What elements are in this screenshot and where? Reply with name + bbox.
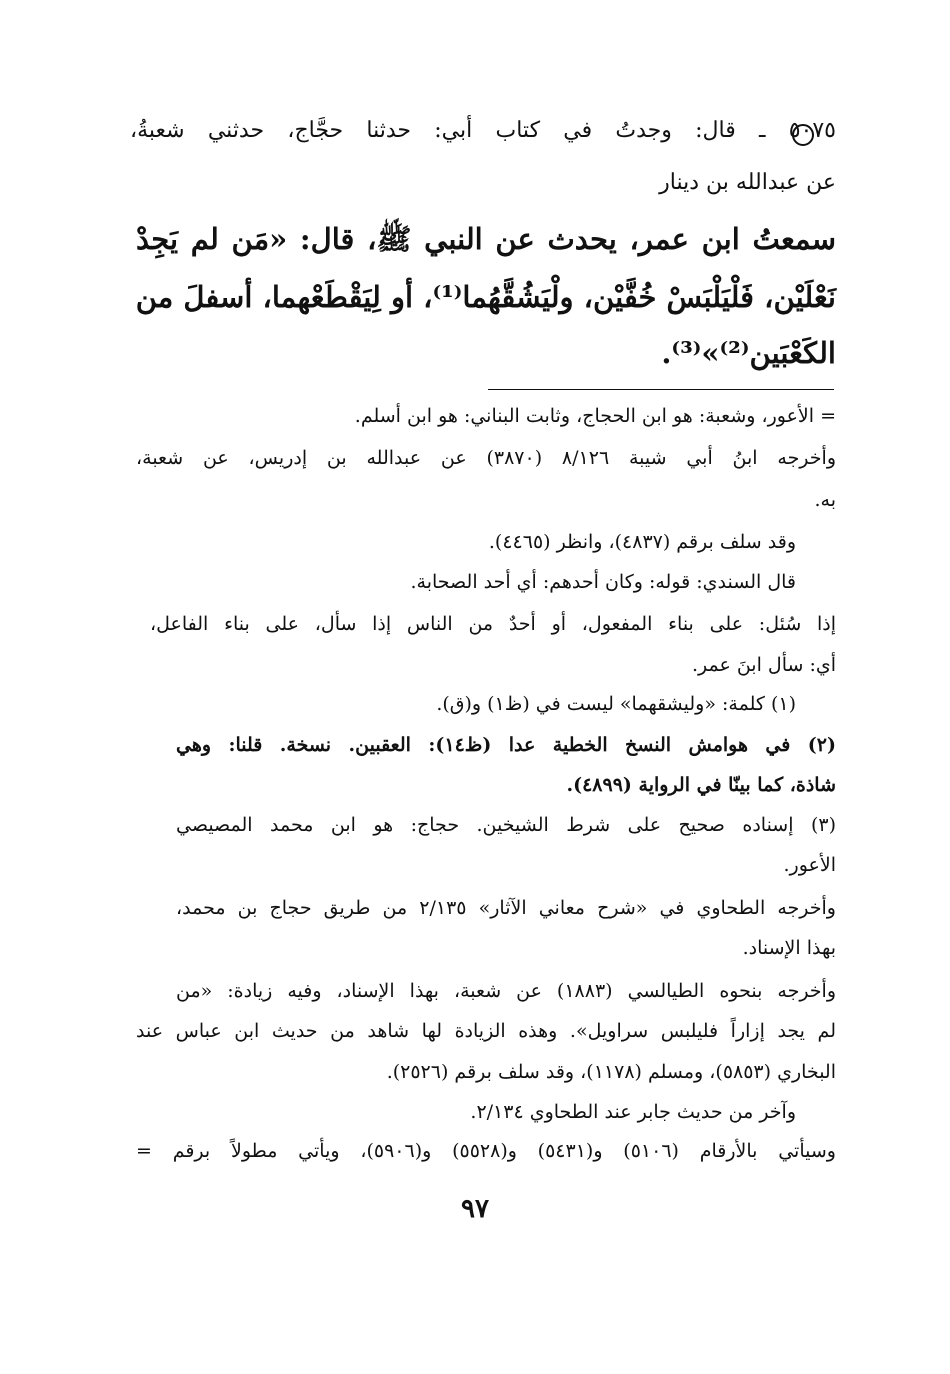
footnote-line-3: به. xyxy=(814,489,836,511)
footnote-line-19: وسيأتي بالأرقام (٥١٠٦) و(٥٤٣١) و(٥٥٢٨) و(٥٩٠٦)، ويأتي مطولاً برقم = xyxy=(136,1140,836,1162)
footnote-line-14: بهذا الإسناد. xyxy=(742,937,836,959)
footnote-separator xyxy=(488,389,834,390)
footnote-line-12: الأعور. xyxy=(783,854,836,876)
footnote-line-6: إذا سُئل: على بناء المفعول، أو أحدٌ من الناس إذا سأل، على بناء الفاعل، xyxy=(150,613,836,635)
footnote-line-18: وآخر من حديث جابر عند الطحاوي ٢/١٣٤. xyxy=(470,1101,796,1123)
hadith-isnad-line-2: عن عبدالله بن دينار xyxy=(659,170,836,195)
hadith-isnad-line-1: ٥٠٧٥ ـ قال: وجدتُ في كتاب أبي: حدثنا حجَّاج، حدثني شعبةُ، xyxy=(130,118,836,143)
footnote-line-7: أي: سأل ابنَ عمر. xyxy=(691,654,836,676)
footnote-line-13: وأخرجه الطحاوي في «شرح معاني الآثار» ٢/١٣٥ من طريق حجاج بن محمد، xyxy=(176,897,836,919)
footnote-line-9: (٢) في هوامش النسخ الخطية عدا (ظ١٤): العقبين. نسخة. قلنا: وهي xyxy=(176,734,836,756)
page-number: ٩٧ xyxy=(461,1194,489,1224)
footnote-line-15: وأخرجه بنحوه الطيالسي (١٨٨٣) عن شعبة، بهذا الإسناد، وفيه زيادة: «من xyxy=(176,980,836,1002)
footnote-line-2: وأخرجه ابنُ أبي شيبة ٨/١٢٦ (٣٨٧٠) عن عبدالله بن إدريس، عن شعبة، xyxy=(136,447,836,469)
footnote-line-5: قال السندي: قوله: وكان أحدهم: أي أحد الصحابة. xyxy=(410,571,796,593)
footnote-line-8: (١) كلمة: «وليشقهما» ليست في (ظ١) و(ق). xyxy=(436,693,796,715)
footnote-line-1: = الأعور، وشعبة: هو ابن الحجاج، وثابت البناني: هو ابن أسلم. xyxy=(354,405,836,427)
footnote-line-17: البخاري (٥٨٥٣)، ومسلم (١١٧٨)، وقد سلف برقم (٢٥٢٦). xyxy=(386,1061,836,1083)
hadith-matn-line-2: نَعْلَيْن، فَلْيَلْبَسْ خُفَّيْن، ولْيَشُقَّهُما⁽¹⁾، أو لِيَقْطَعْهما، أسفلَ من xyxy=(135,280,836,314)
hadith-matn-line-3: الكَعْبَين⁽²⁾»⁽³⁾. xyxy=(661,336,836,370)
footnote-line-16: لم يجد إزاراً فليلبس سراويل». وهذه الزيادة لها شاهد من حديث ابن عباس عند xyxy=(136,1020,836,1042)
footnote-line-4: وقد سلف برقم (٤٨٣٧)، وانظر (٤٤٦٥). xyxy=(488,531,796,553)
footnote-line-10: شاذة، كما بينّا في الرواية (٤٨٩٩). xyxy=(566,774,836,796)
hadith-matn-line-1: سمعتُ ابن عمر، يحدث عن النبي ﷺ، قال: «مَن لم يَجِدْ xyxy=(136,222,836,256)
footnote-line-11: (٣) إسناده صحيح على شرط الشيخين. حجاج: هو ابن محمد المصيصي xyxy=(176,814,836,836)
